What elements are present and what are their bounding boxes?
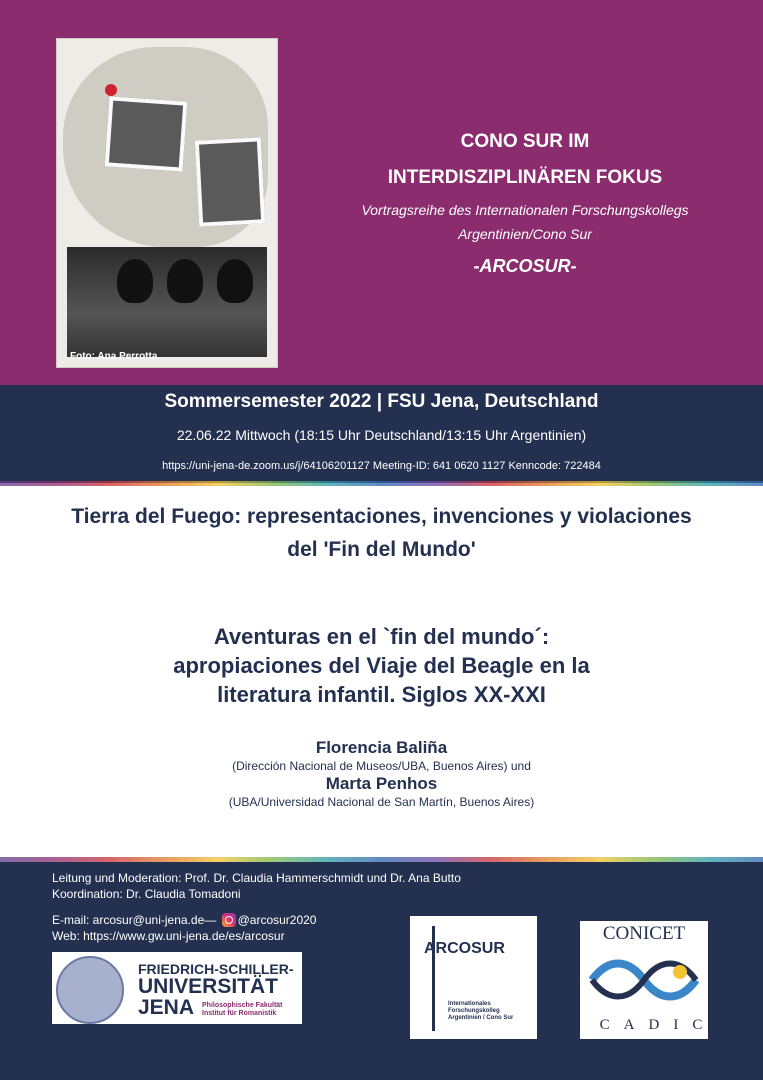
acronym: -ARCOSUR- xyxy=(473,256,577,276)
conicet-wordmark: CONICET xyxy=(602,923,686,944)
fsu-logo xyxy=(52,952,302,1024)
speakers xyxy=(30,738,733,810)
talk-line: apropiaciones del Viaje del Beagle en la xyxy=(173,653,590,678)
photo-credit: Foto: Ana Perrotta xyxy=(70,351,158,362)
speaker-affiliation: (Dirección Nacional de Museos/UBA, Buenos Aires) und xyxy=(232,759,531,773)
heading-line: CONO SUR IM xyxy=(460,131,590,152)
date-line: 22.06.22 Mittwoch (18:15 Uhr Deutschland/13:15 Uhr Argentinien) xyxy=(176,427,587,443)
arcosur-sub-line: Argentinien / Cono Sur xyxy=(448,1015,514,1021)
university-seal xyxy=(56,956,124,1024)
event-banner xyxy=(0,385,763,483)
child-figure xyxy=(117,259,153,303)
speaker-name: Marta Penhos xyxy=(325,774,438,793)
web-link[interactable]: Web: https://www.gw.uni-jena.de/es/arcosur xyxy=(52,929,285,943)
talk-title xyxy=(30,622,733,709)
heading-line: INTERDISZIPLINÄREN FOKUS xyxy=(387,167,663,188)
conicet-logo xyxy=(580,921,717,1039)
series-title xyxy=(30,500,733,566)
fsu-line: UNIVERSITÄT xyxy=(138,975,279,998)
coordination: Koordination: Dr. Claudia Tomadoni xyxy=(52,887,241,901)
fsu-sub-line: Philosophische Fakultät xyxy=(202,1002,283,1009)
subtitle-line: Vortragsreihe des Internationalen Forschungskollegs xyxy=(361,202,689,218)
instagram-handle[interactable]: @arcosur2020 xyxy=(237,913,317,927)
fsu-line: FRIEDRICH-SCHILLER- xyxy=(138,961,294,977)
arcosur-sub-line: Internationales xyxy=(448,1001,491,1007)
speaker-affiliation: (UBA/Universidad Nacional de San Martín, Buenos Aires) xyxy=(228,795,535,809)
instagram-icon xyxy=(222,913,236,927)
arcosur-subtitle xyxy=(448,1001,513,1022)
series-subtitle xyxy=(320,198,730,246)
subtitle-line: Argentinien/Cono Sur xyxy=(458,226,592,242)
title-line: del 'Fin del Mundo' xyxy=(287,538,476,561)
collage-photo xyxy=(56,38,278,368)
semester-line: Sommersemester 2022 | FSU Jena, Deutschland xyxy=(164,391,599,412)
header-banner xyxy=(0,0,763,385)
small-photo-1 xyxy=(105,96,188,171)
red-dot xyxy=(105,84,117,96)
color-stripe xyxy=(0,481,763,486)
fsu-subtitle xyxy=(202,1002,283,1018)
speaker-name: Florencia Baliña xyxy=(315,738,448,757)
zoom-line[interactable]: https://uni-jena-de.zoom.us/j/64106201127 Meeting-ID: 641 0620 1127 Kenncode: 722484 xyxy=(162,460,601,472)
fsu-sub-line: Institut für Romanistik xyxy=(202,1010,277,1017)
moderation: Leitung und Moderation: Prof. Dr. Claudia Hammerschmidt und Dr. Ana Butto xyxy=(52,871,461,885)
title-line: Tierra del Fuego: representaciones, invenciones y violaciones xyxy=(71,505,692,528)
child-figure xyxy=(217,259,253,303)
contact-line xyxy=(52,912,316,928)
child-figure xyxy=(167,259,203,303)
cadic-wordmark: CADIC xyxy=(599,1017,717,1033)
arcosur-logo xyxy=(410,916,537,1039)
talk-line: literatura infantil. Siglos XX-XXI xyxy=(217,682,546,707)
arcosur-sub-line: Forschungskolleg xyxy=(448,1008,500,1014)
talk-line: Aventuras en el `fin del mundo´: xyxy=(213,624,550,649)
small-photo-2 xyxy=(195,137,265,226)
email-link[interactable]: E-mail: arcosur@uni-jena.de— xyxy=(52,913,217,927)
infinity-wave-icon xyxy=(588,954,700,1006)
arcosur-wordmark: ARCOSUR xyxy=(424,940,505,957)
fsu-line: JENA xyxy=(138,996,195,1019)
series-heading xyxy=(320,124,730,196)
